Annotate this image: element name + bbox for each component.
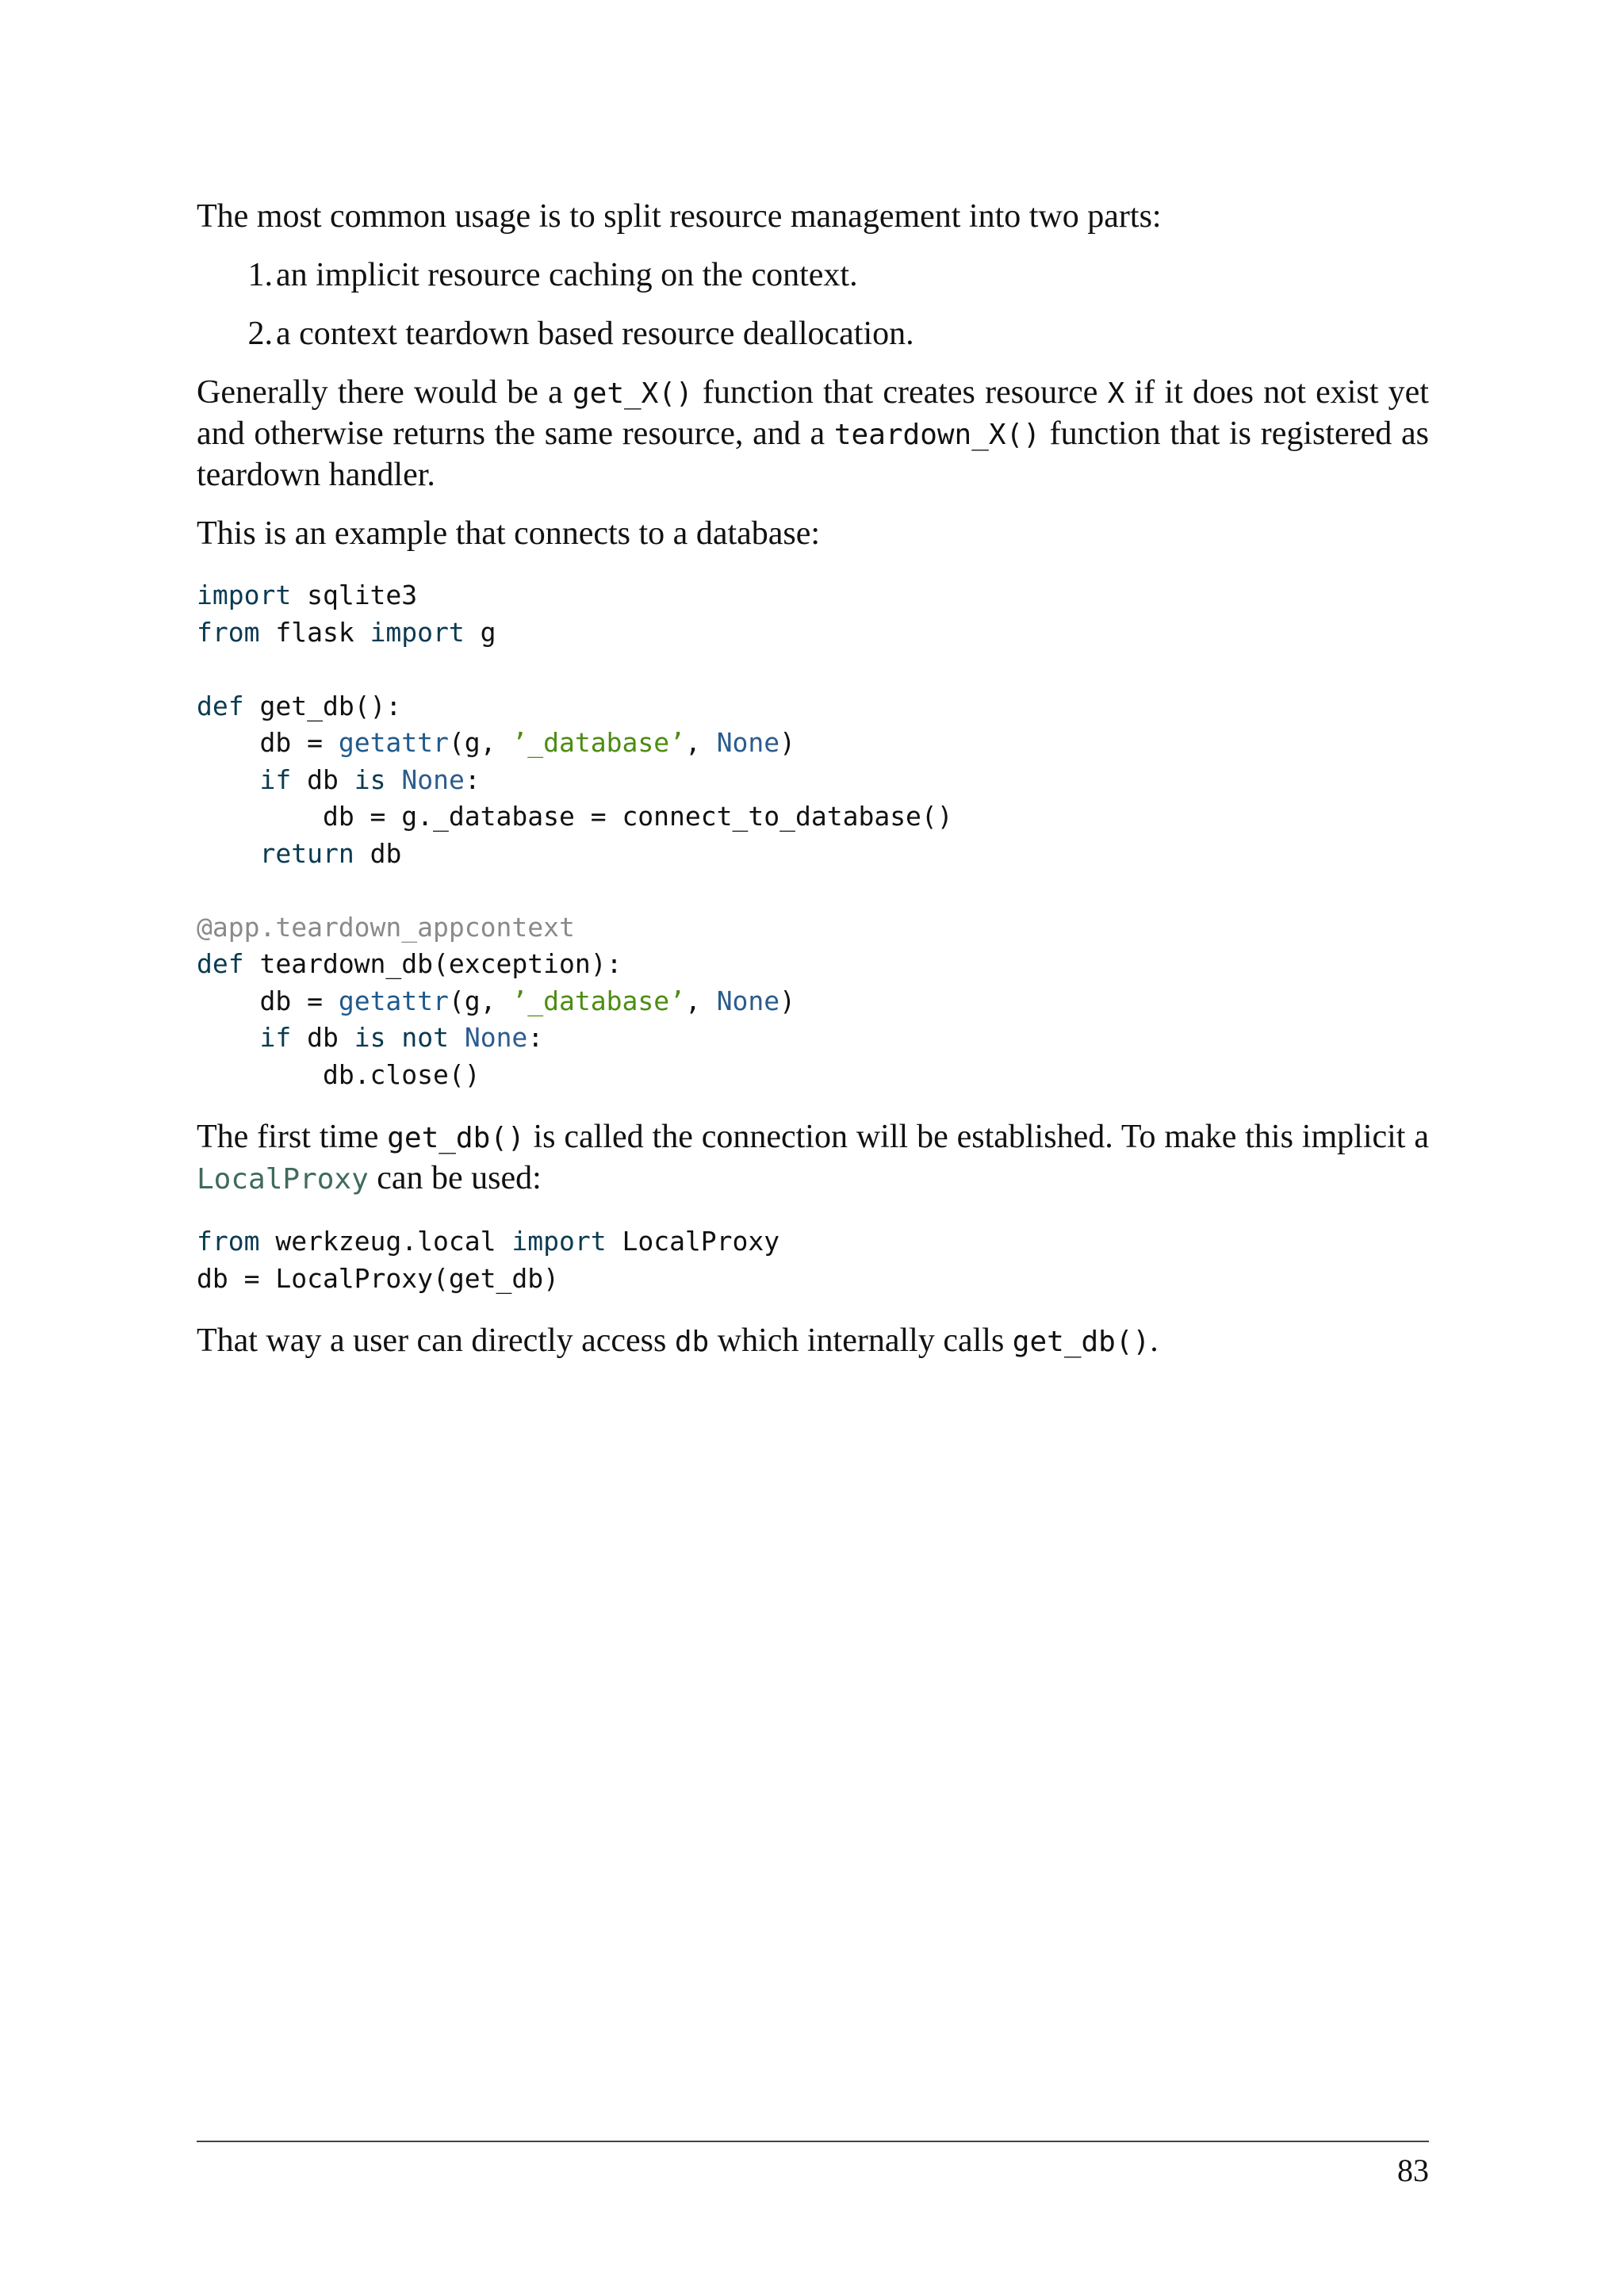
- inline-code: get_db(): [1012, 1326, 1151, 1358]
- text-run: Generally there would be a: [197, 374, 573, 411]
- resource-paragraph: [197, 373, 1429, 495]
- text-run: The first time: [197, 1119, 388, 1155]
- text-run: if it does not exist yet and otherwise returns the same resource, and a: [197, 374, 1429, 452]
- code-token: getattr: [338, 985, 449, 1016]
- inline-code: get_X(): [572, 377, 693, 410]
- code-token: ): [779, 985, 796, 1016]
- code-token: is: [354, 1022, 386, 1053]
- code-token: (g,: [448, 985, 512, 1016]
- code-token: import: [370, 616, 465, 648]
- page-number: 83: [1397, 2152, 1429, 2188]
- page-content: [197, 197, 1429, 1381]
- code-token: ,: [684, 727, 717, 758]
- code-token: ’_database’: [511, 985, 685, 1016]
- code-token: :: [527, 1022, 544, 1053]
- code-token: get_db():: [243, 690, 402, 721]
- code-token: ’_database’: [511, 727, 685, 758]
- intro-paragraph: The most common usage is to split resource management into two parts:: [197, 198, 1162, 235]
- text-run: That way a user can directly access: [197, 1322, 675, 1359]
- list-item-number: 2.: [247, 316, 273, 352]
- code-token: db: [354, 837, 402, 869]
- code-token: :: [464, 763, 481, 795]
- list-item: [197, 255, 1429, 295]
- inline-code: get_db(): [387, 1122, 525, 1154]
- code-token: werkzeug.local: [259, 1226, 512, 1257]
- code-token: db =: [259, 727, 339, 758]
- code-token: db =: [259, 985, 339, 1016]
- footer-divider: [197, 2141, 1429, 2142]
- code-token: @app.teardown_appcontext: [197, 911, 575, 943]
- code-token: is: [354, 763, 386, 795]
- code-block-localproxy: [197, 1223, 1429, 1297]
- code-token: None: [716, 727, 780, 758]
- code-token: None: [464, 1022, 528, 1053]
- list-item-text: an implicit resource caching on the context.: [276, 257, 858, 293]
- code-token: flask: [259, 616, 370, 648]
- code-token: import: [511, 1226, 607, 1257]
- code-token: None: [401, 763, 465, 795]
- text-run: can be used:: [368, 1160, 542, 1196]
- code-token: not: [401, 1022, 449, 1053]
- code-token: if: [259, 763, 292, 795]
- closing-paragraph: [197, 1321, 1429, 1362]
- list-item-number: 1.: [247, 257, 273, 293]
- inline-code: db: [674, 1326, 710, 1358]
- code-token: def: [197, 690, 244, 721]
- text-run: function that creates resource: [692, 374, 1108, 411]
- localproxy-paragraph: [197, 1117, 1429, 1200]
- code-token: db: [291, 763, 354, 795]
- code-token: if: [259, 1022, 292, 1053]
- code-token: db = g._database = connect_to_database(): [322, 801, 953, 832]
- example-intro: This is an example that connects to a database:: [197, 515, 821, 552]
- code-token: None: [716, 985, 780, 1016]
- code-token: LocalProxy: [606, 1226, 780, 1257]
- inline-code: teardown_X(): [833, 419, 1040, 451]
- code-token: db = LocalProxy(get_db): [197, 1262, 559, 1294]
- code-token: from: [197, 616, 260, 648]
- code-token: sqlite3: [291, 580, 418, 610]
- inline-code: X: [1107, 377, 1125, 410]
- text-run: function that is registered as teardown handler.: [197, 415, 1429, 493]
- list-item-text: a context teardown based resource deallocation.: [276, 316, 914, 352]
- text-run: which internally calls: [709, 1322, 1013, 1359]
- list-item: [197, 314, 1429, 354]
- code-token: return: [259, 837, 354, 869]
- code-token: from: [197, 1226, 260, 1257]
- code-token: teardown_db(exception):: [243, 948, 622, 979]
- text-run: is called the connection will be established. To make this implicit a: [524, 1119, 1429, 1155]
- code-token: def: [197, 948, 244, 979]
- localproxy-link[interactable]: LocalProxy: [197, 1163, 369, 1196]
- code-token: import: [197, 580, 292, 610]
- code-block-database: [197, 577, 1429, 1093]
- code-token: (g,: [448, 727, 512, 758]
- text-run: .: [1150, 1322, 1159, 1359]
- numbered-list: [197, 255, 1429, 354]
- code-token: db: [291, 1022, 354, 1053]
- code-token: ): [779, 727, 796, 758]
- code-token: g: [464, 616, 496, 648]
- code-token: db.close(): [322, 1058, 481, 1090]
- code-token: ,: [684, 985, 717, 1016]
- code-token: getattr: [338, 727, 449, 758]
